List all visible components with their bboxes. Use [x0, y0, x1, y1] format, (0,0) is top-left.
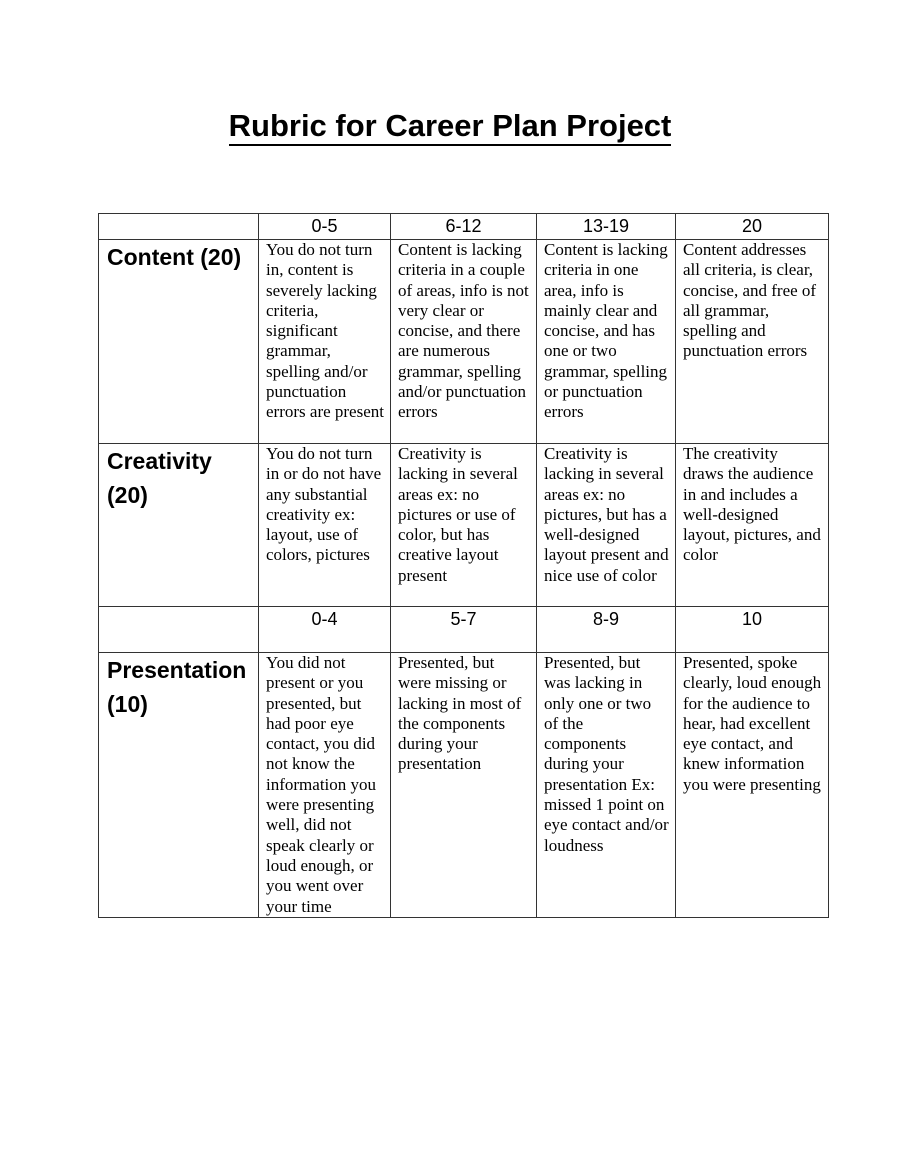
presentation-label: Presentation (10) — [99, 653, 259, 918]
criteria-cell: Presented, but were missing or lacking in most of the components during your presentation — [391, 653, 537, 918]
criteria-cell: The creativity draws the audience in and includes a well-designed layout, pictures, and color — [676, 444, 829, 607]
creativity-row — [99, 444, 829, 607]
creativity-label: Creativity (20) — [99, 444, 259, 607]
score-range-header: 0-5 — [259, 214, 391, 240]
score-range-header: 20 — [676, 214, 829, 240]
score-range-header: 8-9 — [537, 607, 676, 653]
criteria-cell: Content is lacking criteria in a couple of areas, info is not very clear or concise, and there are numerous grammar, spelling and/or punctuation errors — [391, 240, 537, 444]
criteria-cell: Creativity is lacking in several areas ex: no pictures, but has a well-designed layout present and nice use of color — [537, 444, 676, 607]
criteria-cell: Creativity is lacking in several areas ex: no pictures or use of color, but has creative layout present — [391, 444, 537, 607]
header-corner-cell — [99, 214, 259, 240]
score-range-header: 13-19 — [537, 214, 676, 240]
score-header-row — [99, 214, 829, 240]
content-row — [99, 240, 829, 444]
header-corner-cell — [99, 607, 259, 653]
criteria-cell: You do not turn in, content is severely lacking criteria, significant grammar, spelling and/or punctuation errors are present — [259, 240, 391, 444]
score-range-header: 0-4 — [259, 607, 391, 653]
criteria-cell: Presented, but was lacking in only one or two of the components during your presentation Ex: missed 1 point on eye contact and/or loudness — [537, 653, 676, 918]
criteria-cell: You do not turn in or do not have any substantial creativity ex: layout, use of colors, pictures — [259, 444, 391, 607]
score-header-row-2 — [99, 607, 829, 653]
document-title — [0, 108, 900, 144]
score-range-header: 5-7 — [391, 607, 537, 653]
presentation-row — [99, 653, 829, 918]
title-text: Rubric for Career Plan Project — [229, 108, 672, 146]
criteria-cell: Presented, spoke clearly, loud enough for the audience to hear, had excellent eye contact, and knew information you were presenting — [676, 653, 829, 918]
score-range-header: 6-12 — [391, 214, 537, 240]
criteria-cell: You did not present or you presented, but had poor eye contact, you did not know the information you were presenting well, did not speak clearly or loud enough, or you went over your time — [259, 653, 391, 918]
content-label: Content (20) — [99, 240, 259, 444]
rubric-table — [98, 213, 829, 918]
score-range-header: 10 — [676, 607, 829, 653]
criteria-cell: Content is lacking criteria in one area, info is mainly clear and concise, and has one or two grammar, spelling or punctuation errors — [537, 240, 676, 444]
criteria-cell: Content addresses all criteria, is clear, concise, and free of all grammar, spelling and punctuation errors — [676, 240, 829, 444]
